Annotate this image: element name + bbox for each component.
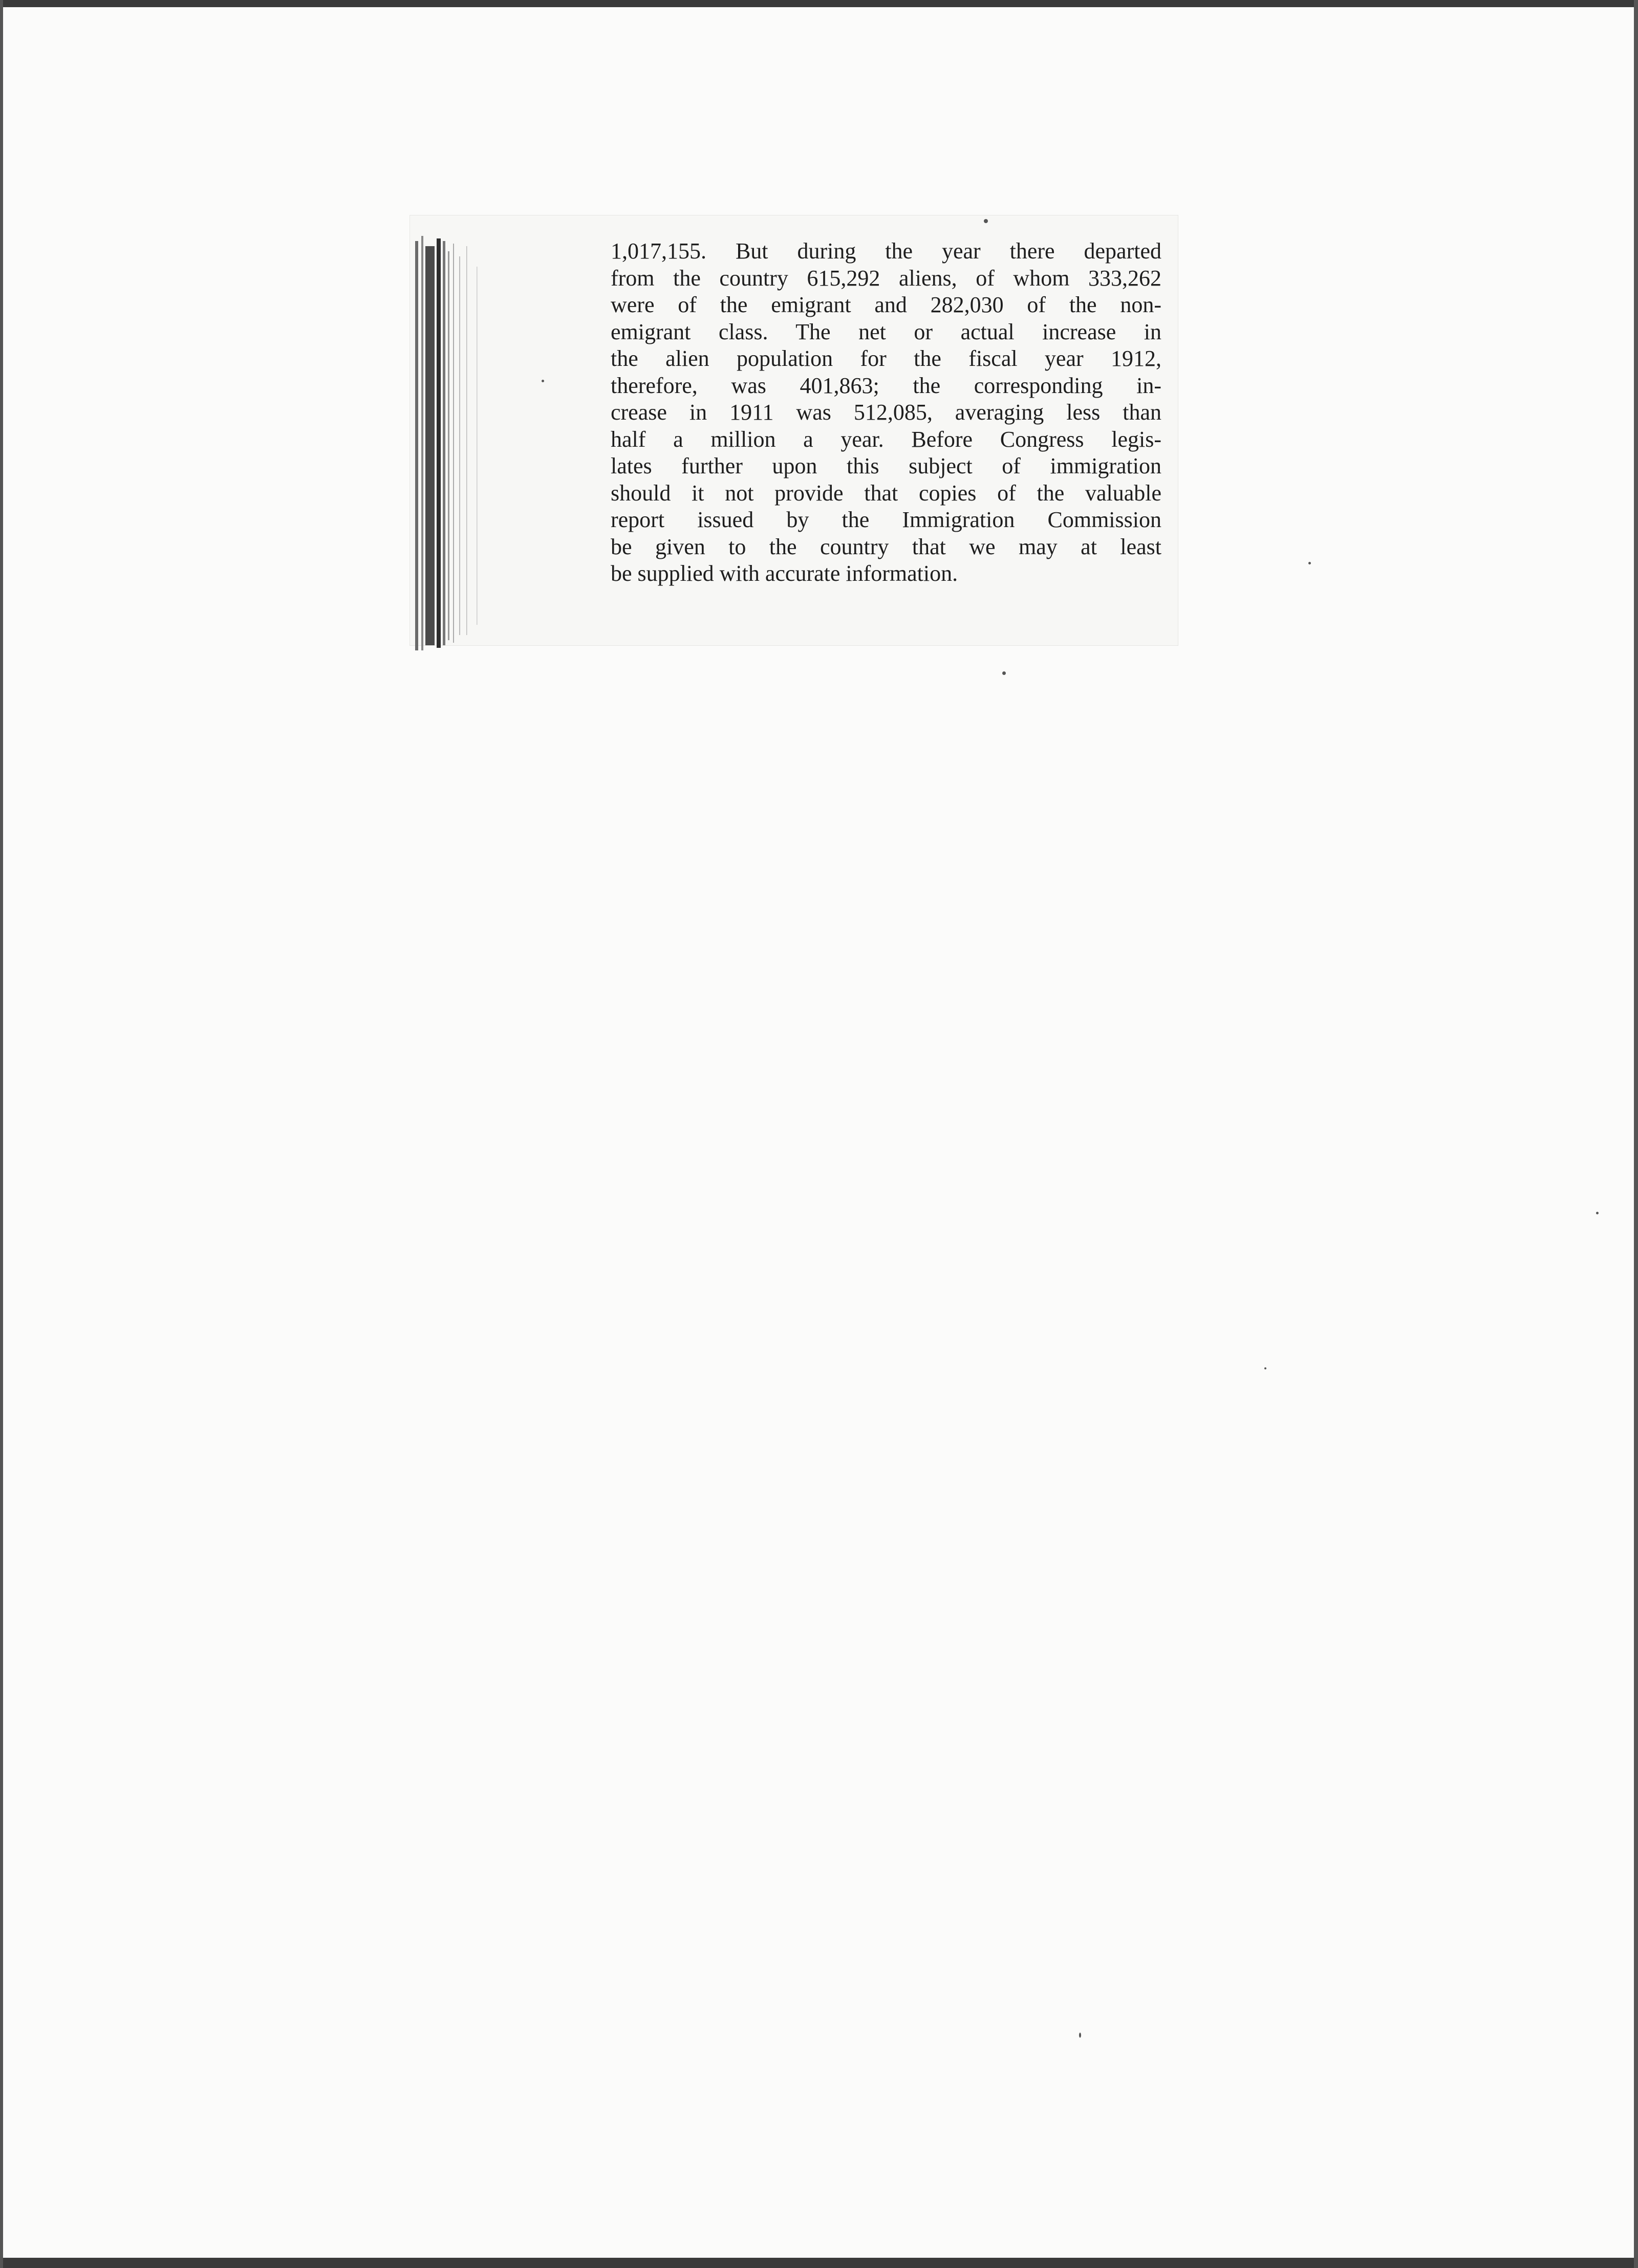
text-line: should it not provide that copies of the valuable (611, 480, 1161, 506)
text-line: from the country 615,292 aliens, of whom 333,262 (611, 265, 1161, 291)
text-line: crease in 1911 was 512,085, averaging less than (611, 400, 1161, 425)
text-line: half a million a year. Before Congress legis- (611, 426, 1161, 452)
dust-speck (1596, 1212, 1599, 1214)
clipping-text (611, 238, 1161, 587)
dust-speck (542, 380, 544, 382)
text-line: were of the emigrant and 282,030 of the non- (611, 292, 1161, 317)
text-line: therefore, was 401,863; the corresponding in- (611, 373, 1161, 398)
torn-column-edge (410, 226, 502, 656)
scan-border-right (1634, 0, 1638, 2268)
dust-speck (1079, 2033, 1081, 2038)
scan-border-left (0, 0, 3, 2268)
text-line: lates further upon this subject of immigration (611, 453, 1161, 478)
dust-speck (1308, 562, 1311, 564)
text-line: be given to the country that we may at least (611, 534, 1161, 559)
text-line: report issued by the Immigration Commission (611, 507, 1161, 532)
scan-border-top (0, 0, 1638, 7)
scan-border-bottom (0, 2258, 1638, 2268)
dust-speck (984, 219, 988, 223)
text-line: be supplied with accurate information. (611, 561, 958, 586)
text-line: 1,017,155. But during the year there departed (611, 238, 1161, 264)
newspaper-clipping (410, 215, 1178, 646)
dust-speck (1264, 1367, 1266, 1369)
dust-speck (1002, 671, 1006, 675)
text-line: emigrant class. The net or actual increase in (611, 319, 1161, 344)
text-line: the alien population for the fiscal year 1912, (611, 346, 1161, 371)
